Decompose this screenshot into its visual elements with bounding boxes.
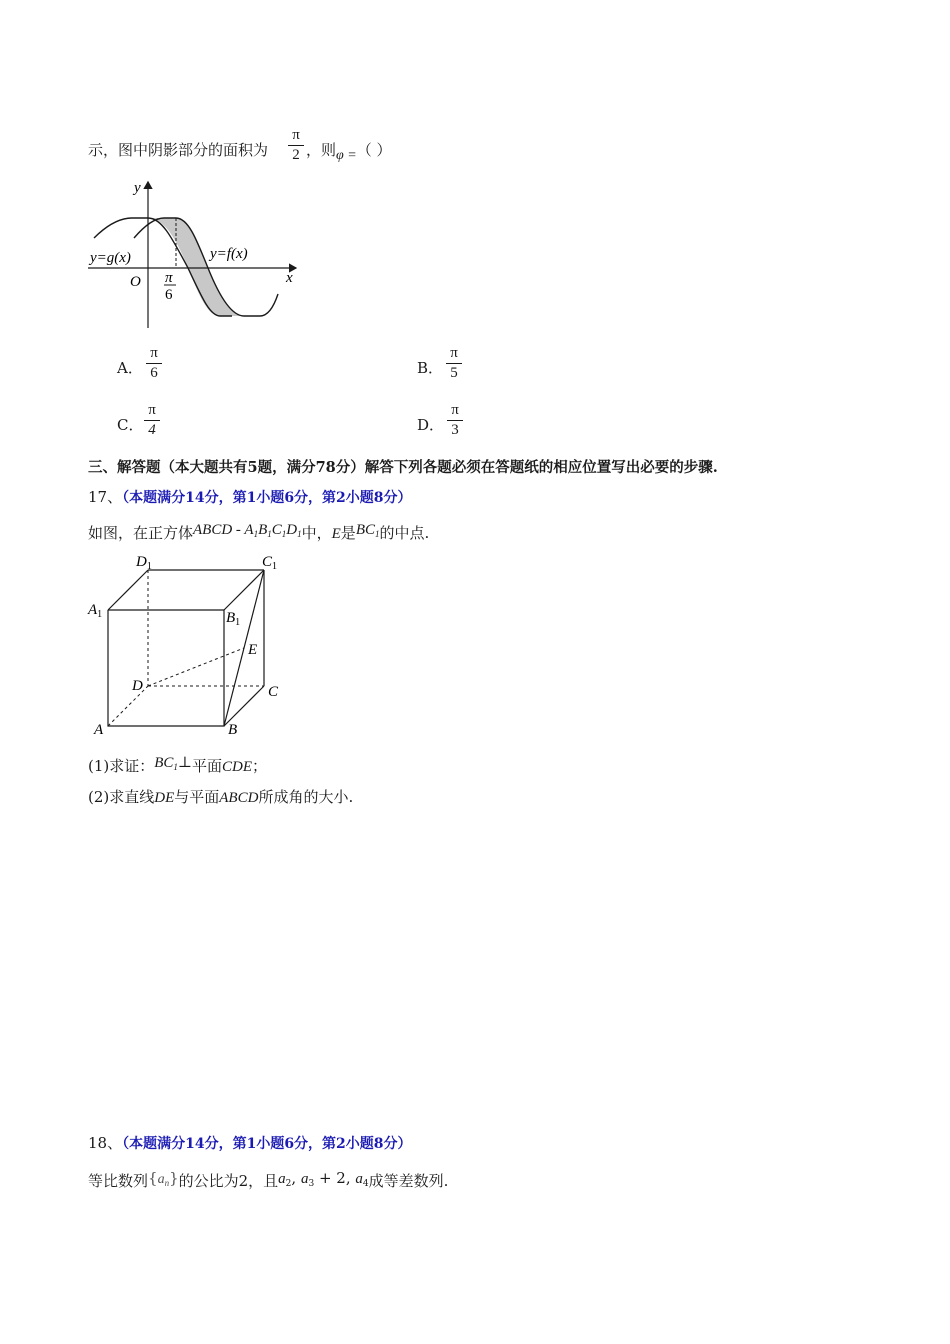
x-axis-label: x: [286, 270, 293, 286]
f-label: y=f(x): [210, 246, 248, 262]
label-d1: $D_1$: [136, 554, 152, 572]
q18-terms: $a_2$, $a_3 + 2$, $a_4$: [278, 1169, 369, 1189]
shaded-region: [148, 218, 244, 316]
label-b1: $B_1$: [226, 610, 241, 628]
q17-part1-b: 平面: [192, 757, 223, 775]
tick-num: π: [165, 270, 173, 286]
q17-part2-b: 与平面: [174, 788, 220, 806]
option-a-label[interactable]: A．: [117, 359, 143, 377]
q17-part1: (1)求证：$BC_1\perp$平面CDE；: [88, 753, 268, 775]
q17-stem-a: 如图，在正方体: [88, 524, 194, 542]
label-b: B: [228, 722, 238, 738]
option-c-fraction: π 4: [144, 402, 160, 439]
q17-stem-c: 是: [340, 524, 356, 542]
q17-stem: [88, 520, 429, 544]
q17-stem-b: 中，: [301, 524, 332, 542]
option-c-label[interactable]: C．: [117, 416, 144, 434]
q16-stem-fraction: [288, 127, 304, 164]
option-d-label[interactable]: D．: [417, 416, 445, 434]
label-a1: $A_1$: [88, 602, 103, 620]
label-c: C: [268, 684, 279, 700]
q16-paren: （ ）: [356, 141, 392, 159]
q17-part2-a: (2)求直线: [88, 788, 155, 806]
section3-heading: 三、解答题（本大题共有5题，满分78分）解答下列各题必须在答题纸的相应位置写出必要的步骤.: [88, 459, 718, 476]
g-label: y=g(x): [90, 250, 131, 266]
q17-score: （本题满分14分，第1小题6分，第2小题8分）: [122, 490, 412, 506]
q18-stem: [88, 1168, 448, 1194]
q17-part2: [88, 787, 353, 808]
q17-cube-name: ABCD - $A_1B_1C_1D_1$: [193, 522, 302, 539]
q18-stem-b: 的公比为2，且: [178, 1172, 279, 1190]
q16-graph: [84, 176, 304, 332]
segment-de: [148, 648, 244, 686]
q18-score: （本题满分14分，第1小题6分，第2小题8分）: [122, 1136, 412, 1152]
label-e: E: [248, 642, 258, 658]
q16-phi: φ =: [336, 148, 357, 163]
origin-label: O: [130, 274, 141, 290]
option-b-label[interactable]: B．: [417, 359, 444, 377]
frac-num: π: [292, 127, 300, 143]
label-a: A: [94, 722, 104, 738]
option-a-fraction: π 6: [146, 345, 162, 382]
q18-seq: $\{a_n\}$: [148, 1169, 179, 1188]
q16-stem-mid: ，则: [306, 141, 337, 159]
q18-header: [88, 1133, 412, 1154]
q17-part1-bc1: $BC_1$: [154, 755, 178, 772]
q18-stem-c: 成等差数列.: [368, 1172, 449, 1190]
y-axis-label: y: [134, 180, 141, 196]
q17-part1-a: (1)求证：: [88, 757, 155, 775]
q17-number: 17、: [88, 488, 123, 506]
q17-part1-cde: CDE: [222, 759, 253, 775]
q17-header: [88, 487, 412, 508]
q17-cube-figure: [84, 548, 294, 740]
q18-stem-a: 等比数列: [88, 1172, 149, 1190]
q16-stem-prefix: 示，图中阴影部分的面积为: [88, 141, 269, 159]
q17-part2-c: 所成角的大小.: [258, 788, 354, 806]
label-d: D: [132, 678, 143, 694]
q17-part2-abcd: ABCD: [219, 790, 259, 806]
q17-bc1: $BC_1$: [355, 522, 380, 539]
q18-number: 18、: [88, 1134, 123, 1152]
tick-den: 6: [165, 287, 173, 303]
option-d-fraction: π 3: [447, 402, 463, 439]
q17-part2-de: DE: [154, 790, 175, 806]
frac-den: 2: [292, 147, 300, 163]
q17-stem-d: 的中点.: [379, 524, 430, 542]
q17-e: E: [331, 526, 341, 542]
q16-stem: [88, 140, 268, 160]
option-b-fraction: π 5: [446, 345, 462, 382]
label-c1: $C_1$: [262, 554, 278, 572]
perp-symbol: ⊥: [177, 753, 193, 771]
q16-stem-end: [306, 140, 392, 166]
